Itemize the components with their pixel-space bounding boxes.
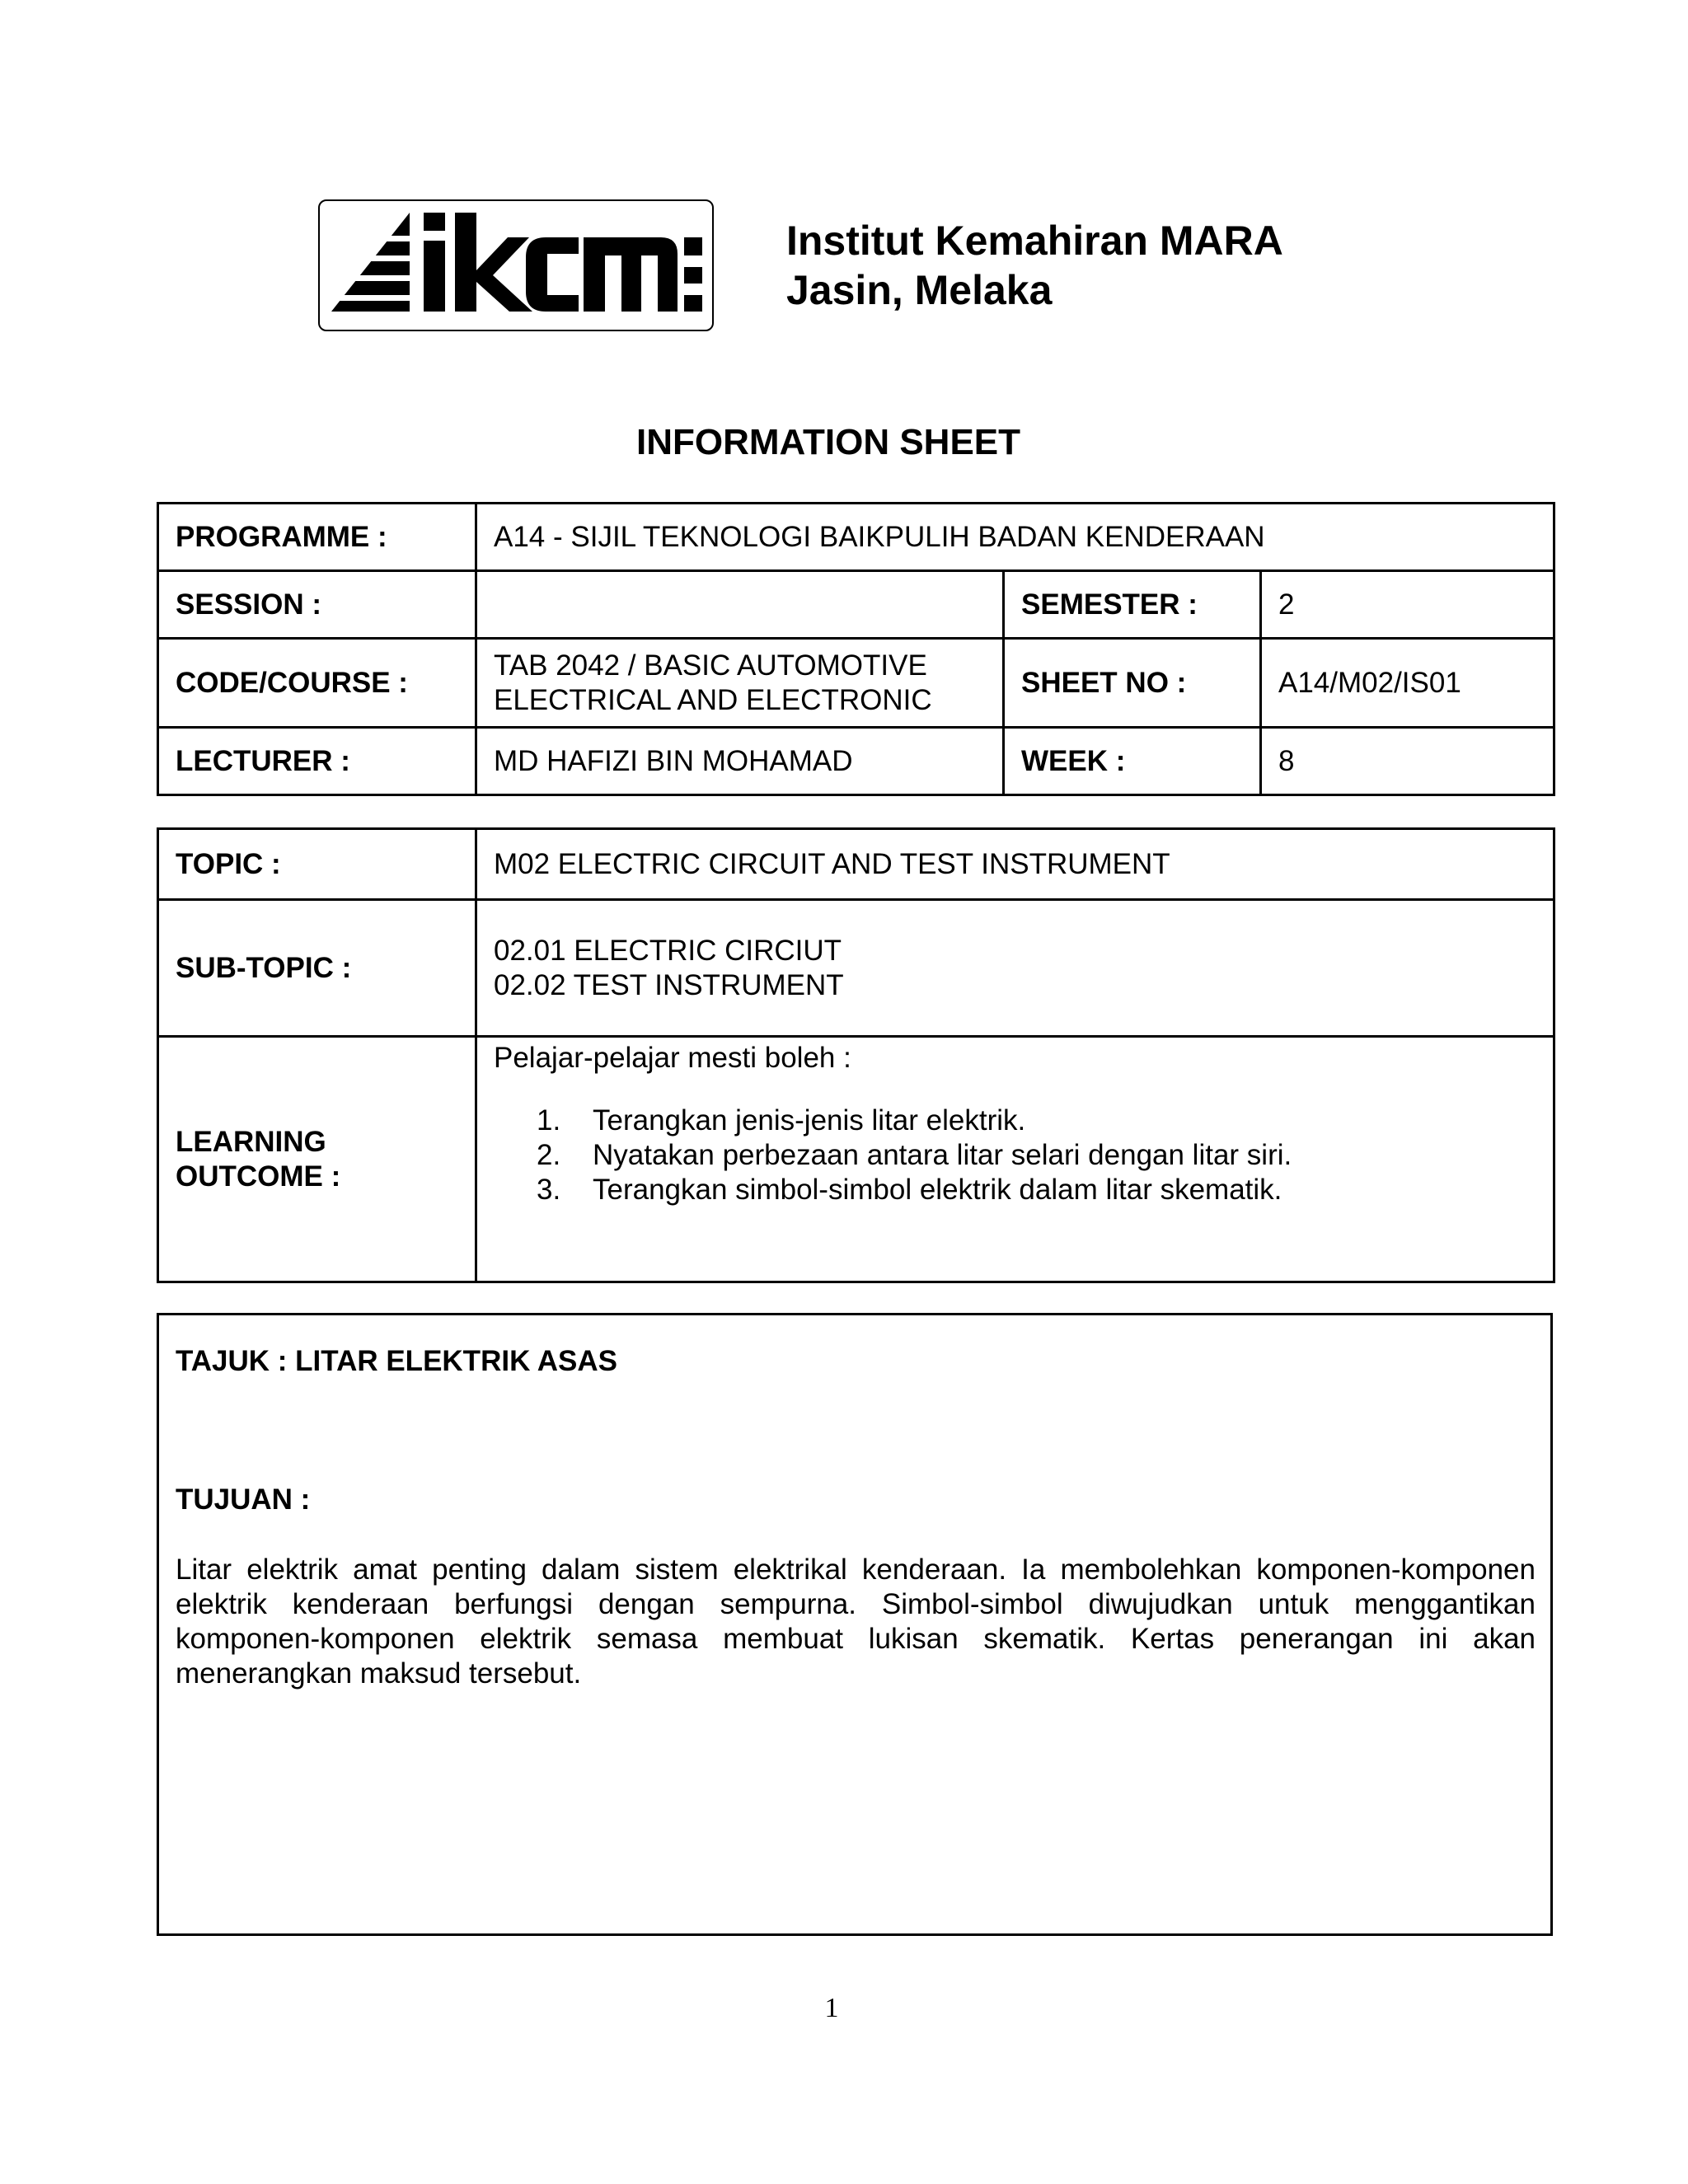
table-row	[158, 728, 1554, 795]
list-item	[494, 1104, 1292, 1138]
outcome-number: 3.	[537, 1174, 561, 1206]
subtopic-line-1: 02.01 ELECTRIC CIRCIUT	[494, 934, 842, 967]
table-row	[158, 900, 1554, 1037]
sheet-label: SHEET NO :	[1004, 639, 1261, 728]
page-number: 1	[824, 1993, 839, 2023]
topic-label: TOPIC :	[158, 829, 476, 900]
code-line-1: TAB 2042 / BASIC AUTOMOTIVE	[494, 649, 927, 682]
programme-label: PROGRAMME :	[158, 504, 476, 571]
code-label: CODE/COURSE :	[158, 639, 476, 728]
subtopic-line-2: 02.02 TEST INSTRUMENT	[494, 968, 844, 1001]
programme-value: A14 - SIJIL TEKNOLOGI BAIKPULIH BADAN KENDERAAN	[476, 504, 1554, 571]
table-row	[158, 1037, 1554, 1282]
week-label: WEEK :	[1004, 728, 1261, 795]
outcome-label	[158, 1037, 476, 1282]
institute-line-2: Jasin, Melaka	[786, 267, 1053, 313]
sheet-value: A14/M02/IS01	[1261, 639, 1554, 728]
info-table	[157, 502, 1555, 796]
table-row	[158, 504, 1554, 571]
outcome-list	[494, 1104, 1292, 1207]
outcome-number: 2.	[537, 1139, 561, 1171]
subtopic-value	[476, 900, 1554, 1037]
outcome-label-line-1: LEARNING	[176, 1125, 326, 1158]
outcome-label-line-2: OUTCOME :	[176, 1160, 341, 1193]
tajuk-heading: TAJUK : LITAR ELEKTRIK ASAS	[176, 1345, 618, 1377]
ikm-logo	[318, 199, 714, 331]
tujuan-heading: TUJUAN :	[176, 1483, 311, 1516]
topic-value: M02 ELECTRIC CIRCUIT AND TEST INSTRUMENT	[476, 829, 1554, 900]
table-row	[158, 639, 1554, 728]
lecturer-label: LECTURER :	[158, 728, 476, 795]
topic-table	[157, 827, 1555, 1283]
outcome-intro: Pelajar-pelajar mesti boleh :	[494, 1042, 851, 1074]
table-row	[158, 829, 1554, 900]
outcome-text: Terangkan simbol-simbol elektrik dalam litar skematik.	[593, 1174, 1282, 1206]
institute-name	[786, 216, 1283, 315]
tujuan-paragraph: Litar elektrik amat penting dalam sistem elektrikal kenderaan. Ia membolehkan komponen-komponen elektrik kenderaan berfungsi dengan sempurna. Simbol-simbol diwujudkan untuk menggantikan komponen-komponen elektrik semasa membuat lukisan skematik. Kertas penerangan ini akan menerangkan maksud tersebut.	[176, 1554, 1536, 1690]
week-value: 8	[1261, 728, 1554, 795]
outcome-value	[476, 1037, 1554, 1282]
outcome-text: Nyatakan perbezaan antara litar selari dengan litar siri.	[593, 1139, 1292, 1171]
outcome-text: Terangkan jenis-jenis litar elektrik.	[593, 1104, 1026, 1137]
outcome-number: 1.	[537, 1104, 561, 1137]
subtopic-label: SUB-TOPIC :	[158, 900, 476, 1037]
code-line-2: ELECTRICAL AND ELECTRONIC	[494, 683, 932, 716]
ikm-logo-mark	[331, 213, 702, 320]
semester-label: SEMESTER :	[1004, 571, 1261, 639]
session-value	[476, 571, 1004, 639]
content-box	[157, 1313, 1553, 1936]
lecturer-value: MD HAFIZI BIN MOHAMAD	[476, 728, 1004, 795]
session-label: SESSION :	[158, 571, 476, 639]
list-item	[494, 1173, 1292, 1207]
page-title: INFORMATION SHEET	[635, 422, 1021, 462]
institute-line-1: Institut Kemahiran MARA	[786, 218, 1283, 264]
list-item	[494, 1138, 1292, 1173]
code-value	[476, 639, 1004, 728]
table-row	[158, 571, 1554, 639]
semester-value: 2	[1261, 571, 1554, 639]
